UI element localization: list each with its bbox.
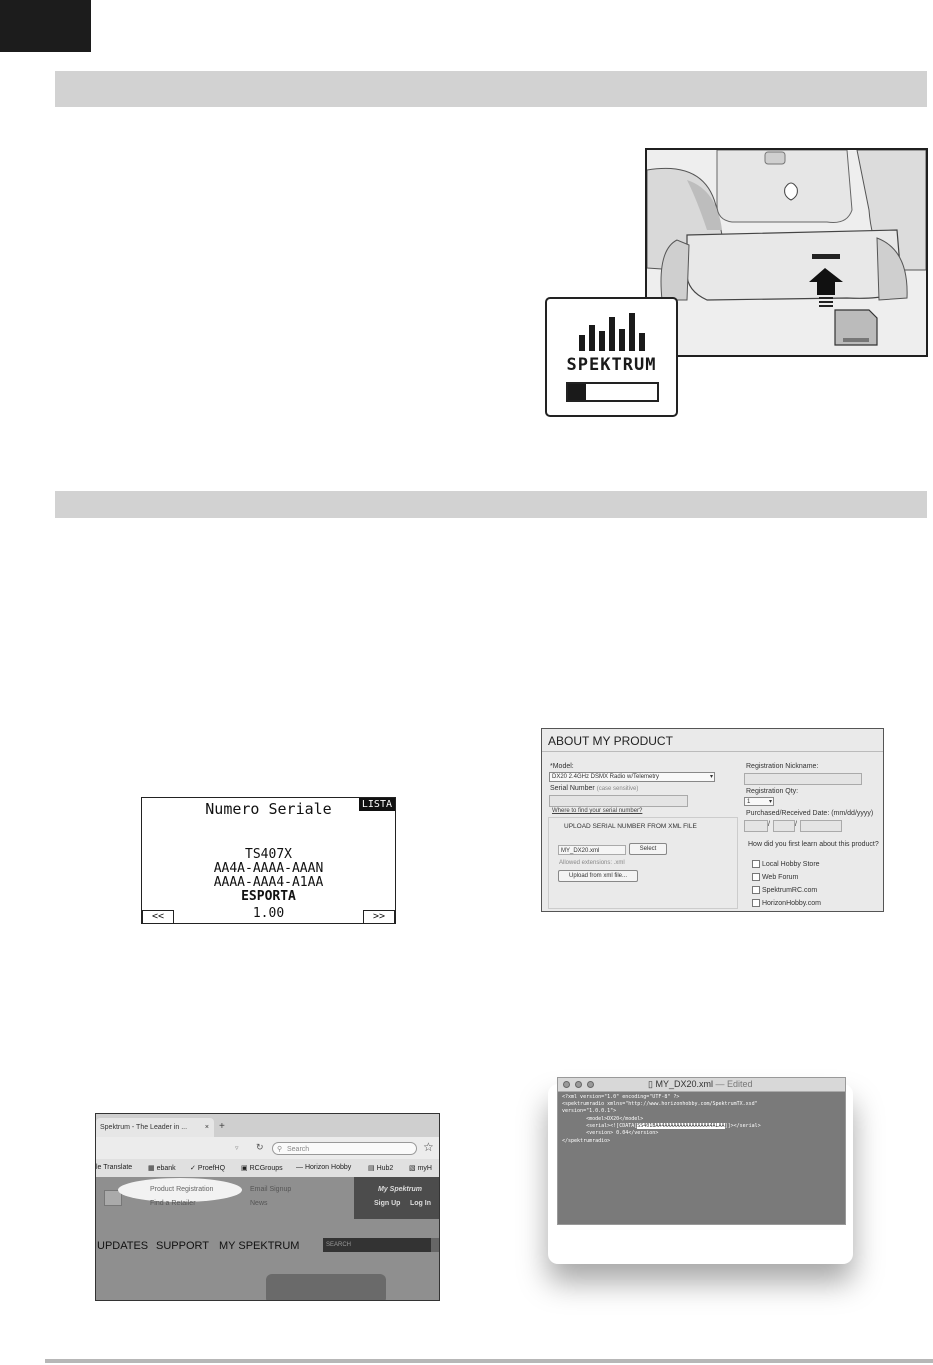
- qty-label: Registration Qty:: [746, 788, 799, 795]
- chevron-down-icon: ▾: [768, 799, 772, 805]
- form-divider: [542, 751, 883, 752]
- hero-image: [266, 1274, 386, 1301]
- news-link[interactable]: News: [250, 1200, 268, 1207]
- date-day-input[interactable]: [773, 820, 795, 832]
- window-title: [648, 1079, 753, 1090]
- browser-tab[interactable]: [96, 1118, 214, 1137]
- code-line: </spektrumradio>: [562, 1138, 611, 1144]
- bookmark-item[interactable]: [241, 1164, 283, 1172]
- serial-hint: (case sensitive): [596, 786, 639, 792]
- bookmark-label: RCGroups: [249, 1165, 283, 1172]
- prev-page-button[interactable]: <<: [142, 910, 174, 924]
- site-search-input[interactable]: SEARCH: [323, 1238, 431, 1252]
- zoom-window-icon[interactable]: [587, 1081, 594, 1088]
- close-icon[interactable]: ×: [204, 1124, 209, 1131]
- document-icon: ▯: [648, 1079, 653, 1089]
- product-registration-link[interactable]: Product Registration: [150, 1186, 214, 1193]
- serial-label: [550, 785, 638, 792]
- serial-number-lcd-screen: [141, 797, 396, 924]
- section-header-band: [55, 491, 927, 518]
- code-line: version="1.0.0.1">: [562, 1108, 617, 1114]
- bookmark-item[interactable]: le Translate: [96, 1164, 133, 1171]
- bookmark-item[interactable]: [368, 1164, 393, 1172]
- version-value: 1.00: [252, 906, 285, 921]
- bookmark-item[interactable]: [409, 1164, 432, 1172]
- serial-number-input[interactable]: [549, 795, 688, 807]
- code-line: <version> 0.04</version>: [562, 1130, 659, 1136]
- code-line: <spektrumradio xmlns="http://www.horizonhobby.com/SpektrumTX.xsd": [562, 1101, 758, 1107]
- list-tag[interactable]: LISTA: [359, 798, 395, 811]
- bookmark-icon: ▤: [368, 1165, 375, 1172]
- spektrum-wordmark: SPEKTRUM: [566, 355, 657, 375]
- nav-my-spektrum[interactable]: MY SPEKTRUM: [219, 1240, 300, 1252]
- date-label: Purchased/Received Date: (mm/dd/yyyy): [746, 810, 874, 817]
- nav-updates[interactable]: UPDATES: [97, 1240, 149, 1252]
- qty-value: 1: [747, 799, 751, 805]
- chevron-down-icon[interactable]: ▿: [235, 1145, 239, 1152]
- email-signup-link[interactable]: Email Signup: [250, 1186, 292, 1193]
- search-icon: ⚲: [277, 1146, 283, 1153]
- bookmark-label: Hub2: [376, 1165, 394, 1172]
- spektrum-logo-icon: [577, 311, 647, 351]
- nickname-input[interactable]: [744, 773, 862, 785]
- sign-up-link[interactable]: Sign Up: [374, 1200, 401, 1207]
- date-separator: /: [768, 821, 770, 828]
- checkbox[interactable]: [752, 899, 760, 907]
- bookmark-icon: —: [296, 1164, 303, 1171]
- model-label: *Model:: [550, 763, 574, 770]
- account-panel: [354, 1177, 439, 1219]
- select-file-button[interactable]: Select: [629, 843, 667, 855]
- date-separator: /: [795, 821, 797, 828]
- chevron-down-icon: ▾: [709, 774, 713, 780]
- checkbox[interactable]: [752, 886, 760, 894]
- code-line: <?xml version="1.0" encoding="UTF-8" ?>: [562, 1094, 680, 1100]
- xml-editor-window: [557, 1077, 846, 1225]
- new-tab-button[interactable]: +: [219, 1121, 225, 1132]
- search-placeholder: Search: [287, 1146, 310, 1153]
- bookmark-label: myH: [417, 1165, 432, 1172]
- bookmark-icon: ▣: [241, 1165, 248, 1172]
- transmitter-sd-card-photo: [645, 148, 928, 357]
- serial-label-text: Serial Number: [550, 785, 595, 792]
- browser-screenshot: [95, 1113, 440, 1301]
- next-page-button[interactable]: >>: [363, 910, 395, 924]
- date-month-input[interactable]: [744, 820, 768, 832]
- screen-title: Numero Seriale: [205, 800, 332, 818]
- learn-option[interactable]: [752, 873, 798, 881]
- minimize-window-icon[interactable]: [575, 1081, 582, 1088]
- bookmark-star-icon[interactable]: ☆: [423, 1140, 434, 1154]
- file-name: MY_DX20.xml: [655, 1079, 713, 1089]
- bookmark-icon: ▦: [148, 1165, 155, 1172]
- loading-progress-bar: [566, 382, 659, 402]
- model-select[interactable]: [549, 772, 715, 782]
- browser-search-input[interactable]: [272, 1142, 417, 1155]
- close-window-icon[interactable]: [563, 1081, 570, 1088]
- log-in-link[interactable]: Log In: [410, 1200, 431, 1207]
- bookmark-label: ProefHQ: [197, 1165, 226, 1172]
- product-registration-form: [541, 728, 884, 912]
- reload-icon[interactable]: ↻: [256, 1142, 264, 1152]
- nav-support[interactable]: SUPPORT: [156, 1240, 209, 1252]
- bookmark-icon: ▧: [409, 1165, 416, 1172]
- serial-help-link[interactable]: Where to find your serial number?: [552, 808, 643, 814]
- allowed-extensions-note: Allowed extensions: .xml: [559, 860, 625, 866]
- model-code: TS407X: [245, 847, 292, 862]
- bookmark-label: ebank: [156, 1165, 176, 1172]
- serial-tag-open: <serial><![CDATA[: [562, 1123, 638, 1129]
- learn-option[interactable]: [752, 886, 817, 894]
- serial-line-2: AAAA-AAA4-A1AA: [213, 875, 324, 890]
- learn-option-label: SpektrumRC.com: [761, 886, 818, 894]
- learn-question: How did you first learn about this product?: [748, 841, 879, 848]
- upload-xml-button[interactable]: Upload from xml file...: [558, 870, 638, 882]
- code-line: <model>DX20</model>: [562, 1116, 644, 1122]
- learn-option[interactable]: [752, 860, 820, 868]
- nickname-label: Registration Nickname:: [746, 763, 819, 770]
- serial-selected-text[interactable]: SS401BAA4AAAAAAAAAAAAAAA4ALAA: [637, 1123, 725, 1129]
- export-option[interactable]: ESPORTA: [241, 889, 296, 904]
- spektrum-splash-screen: [545, 297, 678, 417]
- bookmark-icon: ✓: [190, 1165, 196, 1172]
- xml-file-input[interactable]: MY_DX20.xml: [558, 845, 626, 855]
- learn-option-label: HorizonHobby.com: [761, 899, 821, 907]
- bookmark-item[interactable]: [296, 1164, 351, 1171]
- learn-option[interactable]: [752, 899, 821, 907]
- qty-select[interactable]: [744, 797, 774, 806]
- footer-rule: [45, 1359, 933, 1363]
- upload-heading: UPLOAD SERIAL NUMBER FROM XML FILE: [564, 823, 697, 830]
- form-title: ABOUT MY PRODUCT: [548, 734, 673, 748]
- bookmark-label: Horizon Hobby: [304, 1164, 352, 1171]
- site-search-button[interactable]: [431, 1238, 439, 1252]
- transmitter-back-illustration: [647, 150, 926, 355]
- checkbox[interactable]: [752, 860, 760, 868]
- section-header-band: [55, 71, 927, 107]
- date-year-input[interactable]: [800, 820, 842, 832]
- find-retailer-link[interactable]: Find a Retailer: [150, 1200, 196, 1207]
- bookmark-item[interactable]: [190, 1164, 225, 1172]
- edited-status: — Edited: [715, 1079, 753, 1089]
- checkbox[interactable]: [752, 873, 760, 881]
- learn-option-label: Local Hobby Store: [761, 860, 820, 868]
- loading-progress-fill: [568, 384, 586, 400]
- page-tab-marker: [0, 0, 91, 52]
- account-title: My Spektrum: [378, 1186, 422, 1193]
- model-select-value: DX20 2.4GHz DSMX Radio w/Telemetry: [552, 774, 660, 780]
- serial-line-1: AA4A-AAAA-AAAN: [213, 861, 324, 876]
- bookmark-item[interactable]: [148, 1164, 176, 1172]
- tab-title: Spektrum - The Leader in ...: [100, 1124, 188, 1131]
- serial-tag-close: ]]></serial>: [724, 1123, 761, 1129]
- learn-option-label: Web Forum: [761, 873, 799, 881]
